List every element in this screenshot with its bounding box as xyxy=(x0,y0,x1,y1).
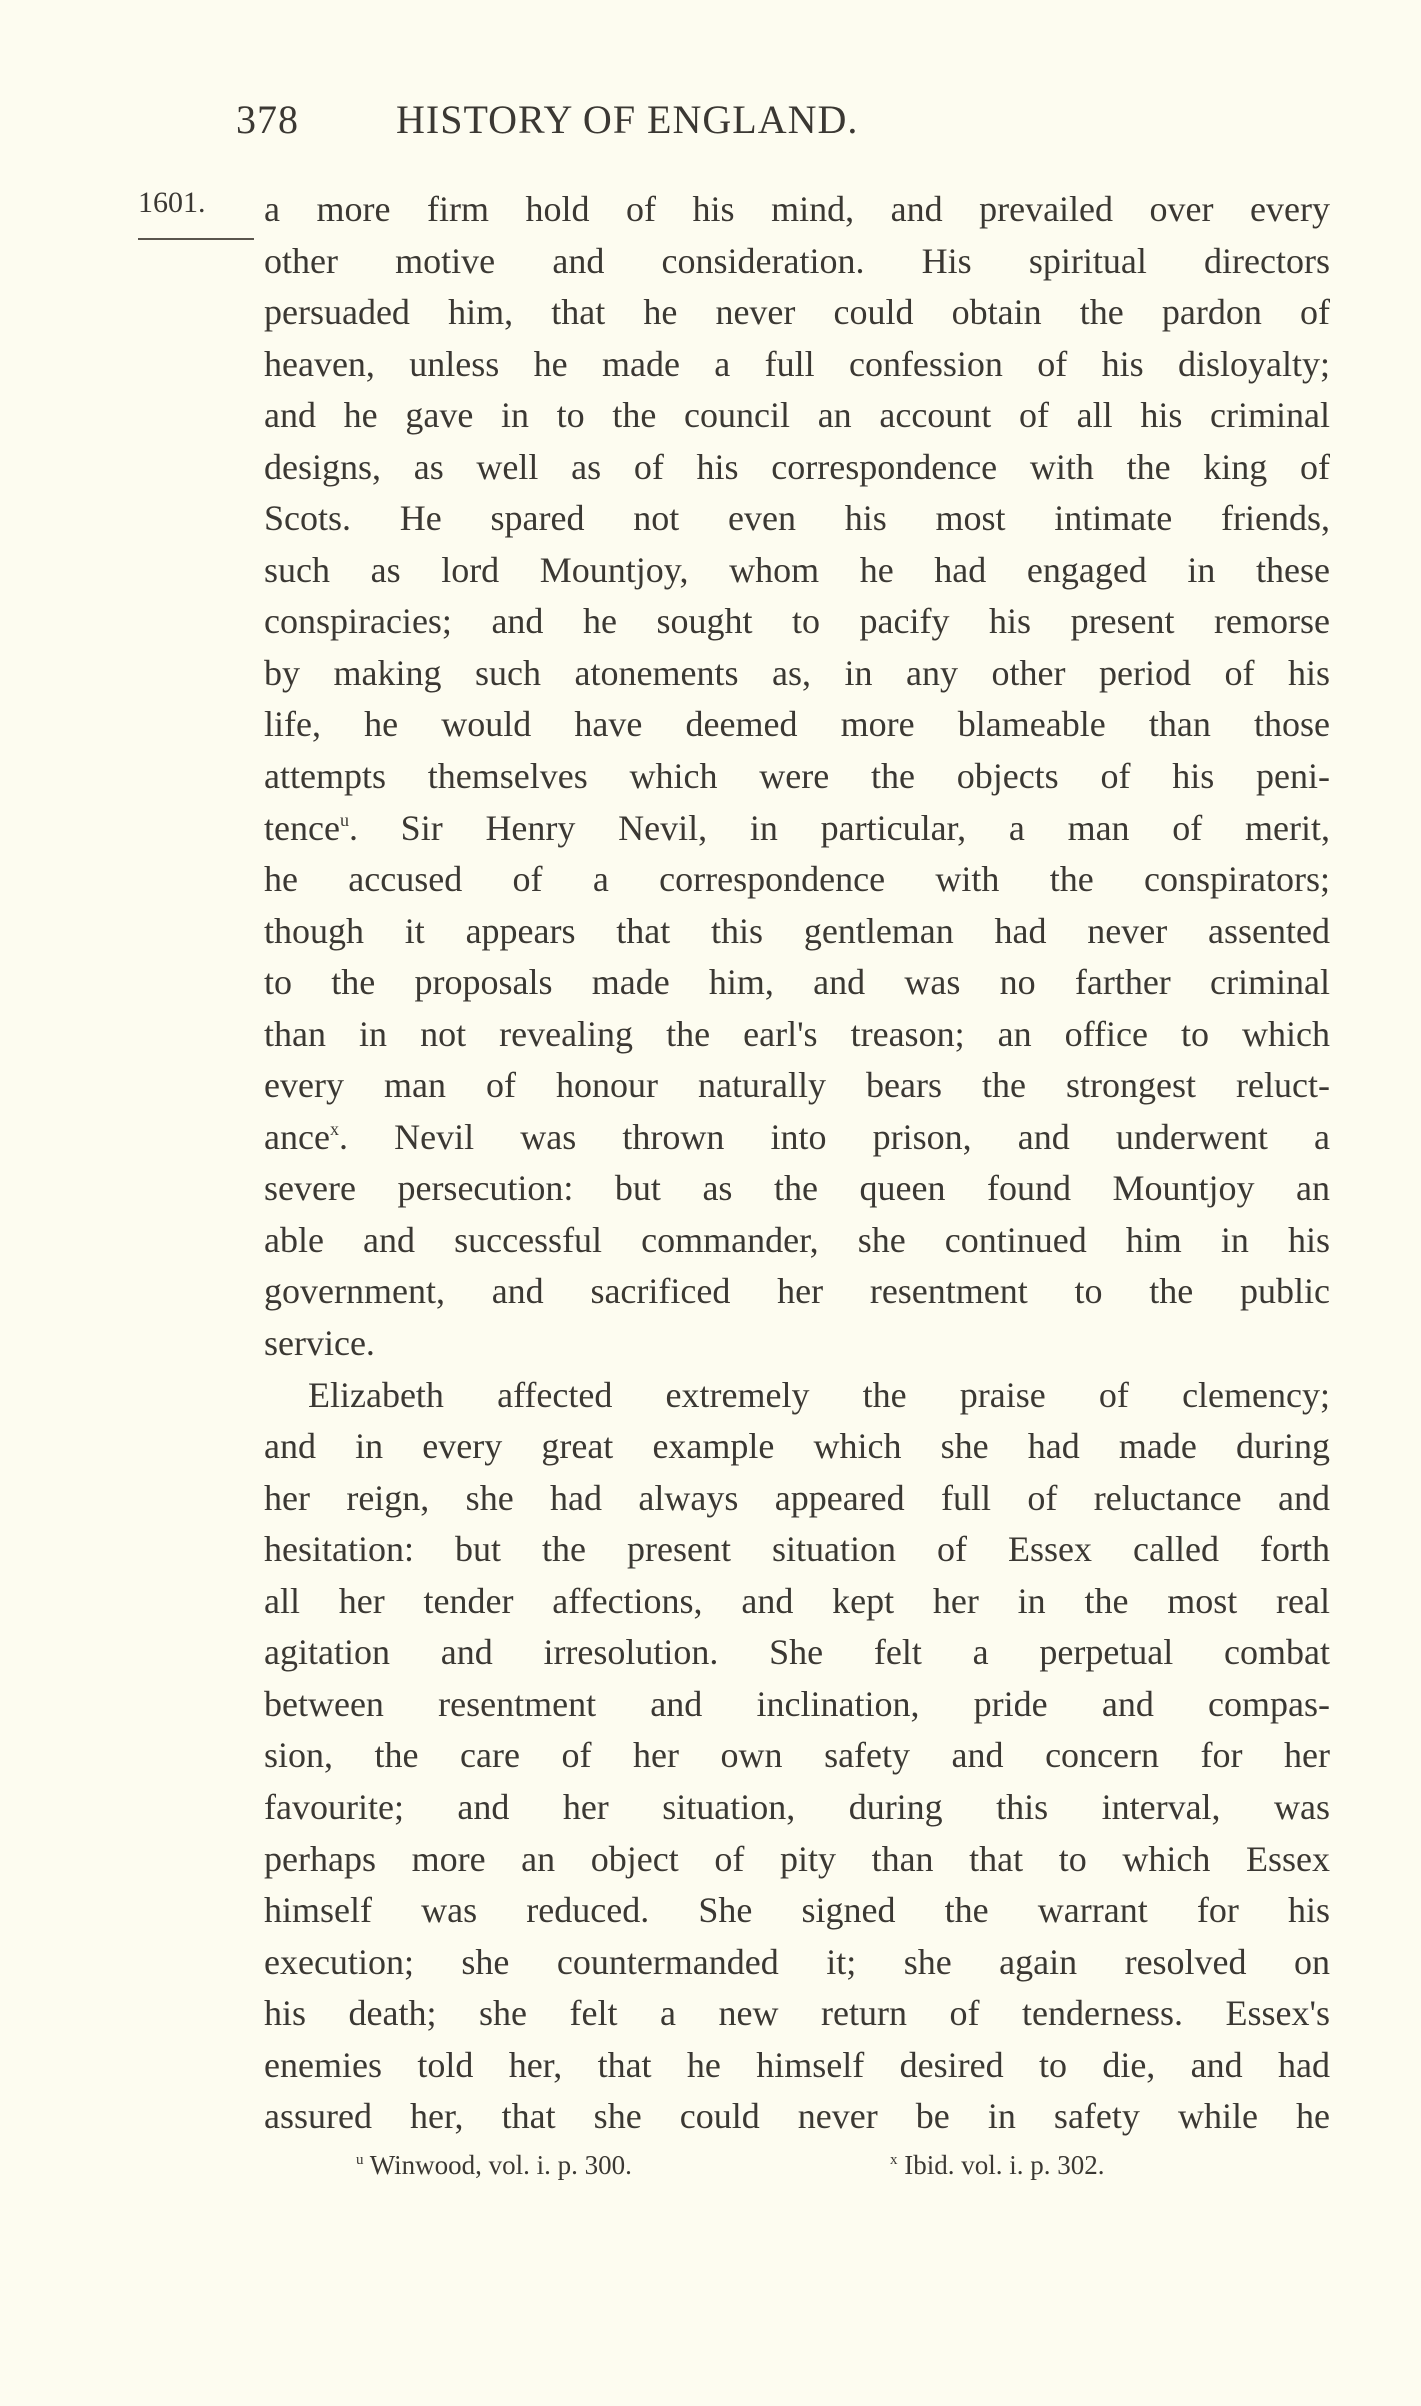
text-line: other motive and consideration. His spiritual directors xyxy=(264,240,1330,281)
text-line: a more firm hold of his mind, and prevailed over every xyxy=(264,189,1330,229)
text-line: every man of honour naturally bears the strongest reluct- xyxy=(264,1065,1330,1106)
text-segment: . Sir Henry Nevil, in particular, a man of merit, xyxy=(348,807,1330,848)
text-line: between resentment and inclination, pride and compas- xyxy=(264,1683,1330,1724)
text-line: sion, the care of her own safety and concern for her xyxy=(264,1735,1330,1776)
text-line: and in every great example which she had made during xyxy=(264,1426,1330,1467)
footnote-mark: u xyxy=(356,2152,364,2168)
footnote-reference: u xyxy=(339,809,349,830)
text-line: and he gave in to the council an account of all his criminal xyxy=(264,395,1330,436)
text-line: persuaded him, that he never could obtain the pardon of xyxy=(264,292,1330,333)
margin-year: 1601. xyxy=(138,186,206,219)
footnote-mark: x xyxy=(890,2152,898,2168)
text-line: than in not revealing the earl's treason; an office to which xyxy=(264,1013,1330,1054)
text-line: perhaps more an object of pity than that to which Essex xyxy=(264,1838,1330,1879)
text-line: service. xyxy=(264,1323,375,1364)
body-text xyxy=(264,184,1330,2143)
text-line: hesitation: but the present situation of Essex called forth xyxy=(264,1529,1330,1570)
text-line: though it appears that this gentleman had never assented xyxy=(264,910,1330,951)
text-line: Elizabeth affected extremely the praise of clemency; xyxy=(308,1374,1330,1415)
text-line: conspiracies; and he sought to pacify his present remorse xyxy=(264,601,1330,642)
text-line: his death; she felt a new return of tenderness. Essex's xyxy=(264,1993,1330,2034)
text-line: by making such atonements as, in any other period of his xyxy=(264,652,1330,693)
footnote-reference: x xyxy=(329,1118,339,1139)
running-header-page-number: 378 xyxy=(236,97,299,142)
text-line: life, he would have deemed more blameable than those xyxy=(264,704,1330,745)
text-line: enemies told her, that he himself desired to die, and had xyxy=(264,2044,1330,2085)
text-line: able and successful commander, she continued him in his xyxy=(264,1219,1330,1260)
text-line: execution; she countermanded it; she again resolved on xyxy=(264,1941,1330,1982)
running-header-title: HISTORY OF ENGLAND. xyxy=(396,97,859,142)
text-line: such as lord Mountjoy, whom he had engaged in these xyxy=(264,549,1330,590)
text-line: to the proposals made him, and was no farther criminal xyxy=(264,962,1330,1003)
margin-rule xyxy=(138,238,254,240)
text-line: attempts themselves which were the objects of his peni- xyxy=(264,756,1330,797)
text-segment: ance xyxy=(264,1116,330,1157)
text-line: her reign, she had always appeared full of reluctance and xyxy=(264,1477,1330,1518)
footnote-text: Winwood, vol. i. p. 300. xyxy=(369,2150,632,2180)
text-line: he accused of a correspondence with the conspirators; xyxy=(264,859,1330,900)
text-segment: tence xyxy=(264,807,340,848)
footnote-u xyxy=(356,2150,632,2181)
text-segment: . Nevil was thrown into prison, and underwent a xyxy=(338,1116,1330,1157)
footnote-x xyxy=(890,2150,1105,2181)
text-line xyxy=(264,803,1330,855)
text-line: designs, as well as of his correspondence with the king of xyxy=(264,446,1330,487)
text-line: Scots. He spared not even his most intimate friends, xyxy=(264,498,1330,539)
text-line: heaven, unless he made a full confession of his disloyalty; xyxy=(264,343,1330,384)
text-line: severe persecution: but as the queen found Mountjoy an xyxy=(264,1168,1330,1209)
text-line xyxy=(264,1112,1330,1164)
text-line: all her tender affections, and kept her in the most real xyxy=(264,1580,1330,1621)
text-line: favourite; and her situation, during this interval, was xyxy=(264,1786,1330,1827)
text-line: government, and sacrificed her resentment to the public xyxy=(264,1271,1330,1312)
text-line: agitation and irresolution. She felt a perpetual combat xyxy=(264,1632,1330,1673)
footnote-text: Ibid. vol. i. p. 302. xyxy=(904,2150,1105,2180)
text-line: assured her, that she could never be in safety while he xyxy=(264,2096,1330,2137)
text-line: himself was reduced. She signed the warrant for his xyxy=(264,1890,1330,1931)
